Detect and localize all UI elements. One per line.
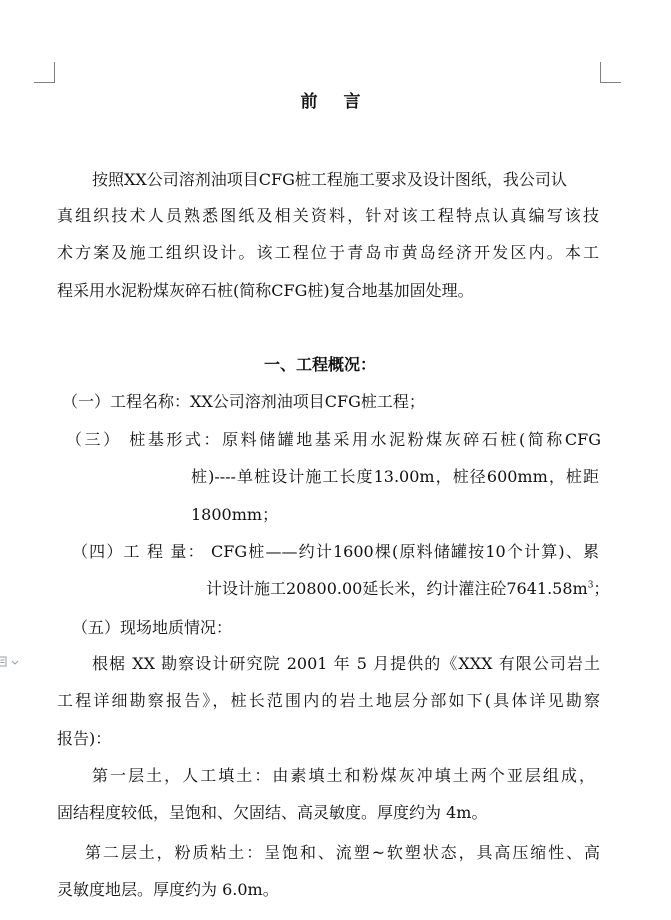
item-project-name: （一）工程名称：XX公司溶剂油项目CFG桩工程； xyxy=(62,392,425,411)
section-heading-overview: 一、工程概况： xyxy=(264,355,377,374)
geology-line-5: 固结程度较低，呈饱和、欠固结、高灵敏度。厚度约为 4m。 xyxy=(57,803,488,822)
preface-line-1: 按照XX公司溶剂油项目CFG桩工程施工要求及设计图纸，我公司认 xyxy=(92,170,567,189)
crop-mark-top-right xyxy=(600,62,621,83)
item-quantity-line-1: （四）工 程 量： CFG桩——约计1600棵(原料储罐按10个计算)、累 xyxy=(72,542,599,561)
geology-line-4: 第一层土，人工填土：由素填土和粉煤灰冲填土两个亚层组成， xyxy=(92,766,595,785)
item-pile-type-line-2: 桩)----单桩设计施工长度13.00m，桩径600mm，桩距 xyxy=(191,467,599,486)
item-pile-type-line-3: 1800mm； xyxy=(191,505,279,524)
item-geology-heading: （五）现场地质情况： xyxy=(72,618,233,637)
preface-line-2: 真组织技术人员熟悉图纸及相关资料，针对该工程特点认真编写该技 xyxy=(57,206,599,225)
geology-line-6: 第二层土，粉质粘土：呈饱和、流塑~软塑状态，具高压缩性、高 xyxy=(85,843,600,862)
item-quantity-line-2 xyxy=(206,579,609,599)
geology-line-1: 根椐 XX 勘察设计研究院 2001 年 5 月提供的《XXX 有限公司岩土 xyxy=(92,654,600,673)
geology-line-2: 工程详细勘察报告》，桩长范围内的岩土地层分部如下(具体详见勘察 xyxy=(57,691,600,710)
item-quantity-line-2-text: 计设计施工20800.00延长米，约计灌注砼7641.58m xyxy=(206,579,588,598)
preface-line-4: 程采用水泥粉煤灰碎石桩(简称CFG桩)复合地基加固处理。 xyxy=(57,281,474,300)
geology-line-7: 灵敏度地层。厚度约为 6.0m。 xyxy=(57,880,279,899)
preface-line-3: 术方案及施工组织设计。该工程位于青岛市黄岛经济开发区内。本工 xyxy=(57,243,599,262)
page-title: 前 言 xyxy=(300,92,371,112)
item-quantity-line-2-end: ； xyxy=(593,579,610,598)
geology-line-3: 报告)： xyxy=(57,729,112,748)
crop-mark-top-left xyxy=(34,62,55,83)
cubic-superscript: 3 xyxy=(587,580,594,591)
document-margin-icon[interactable] xyxy=(0,655,20,669)
item-pile-type-line-1: （三） 桩基形式：原料储罐地基采用水泥粉煤灰碎石桩(简称CFG xyxy=(66,430,601,449)
